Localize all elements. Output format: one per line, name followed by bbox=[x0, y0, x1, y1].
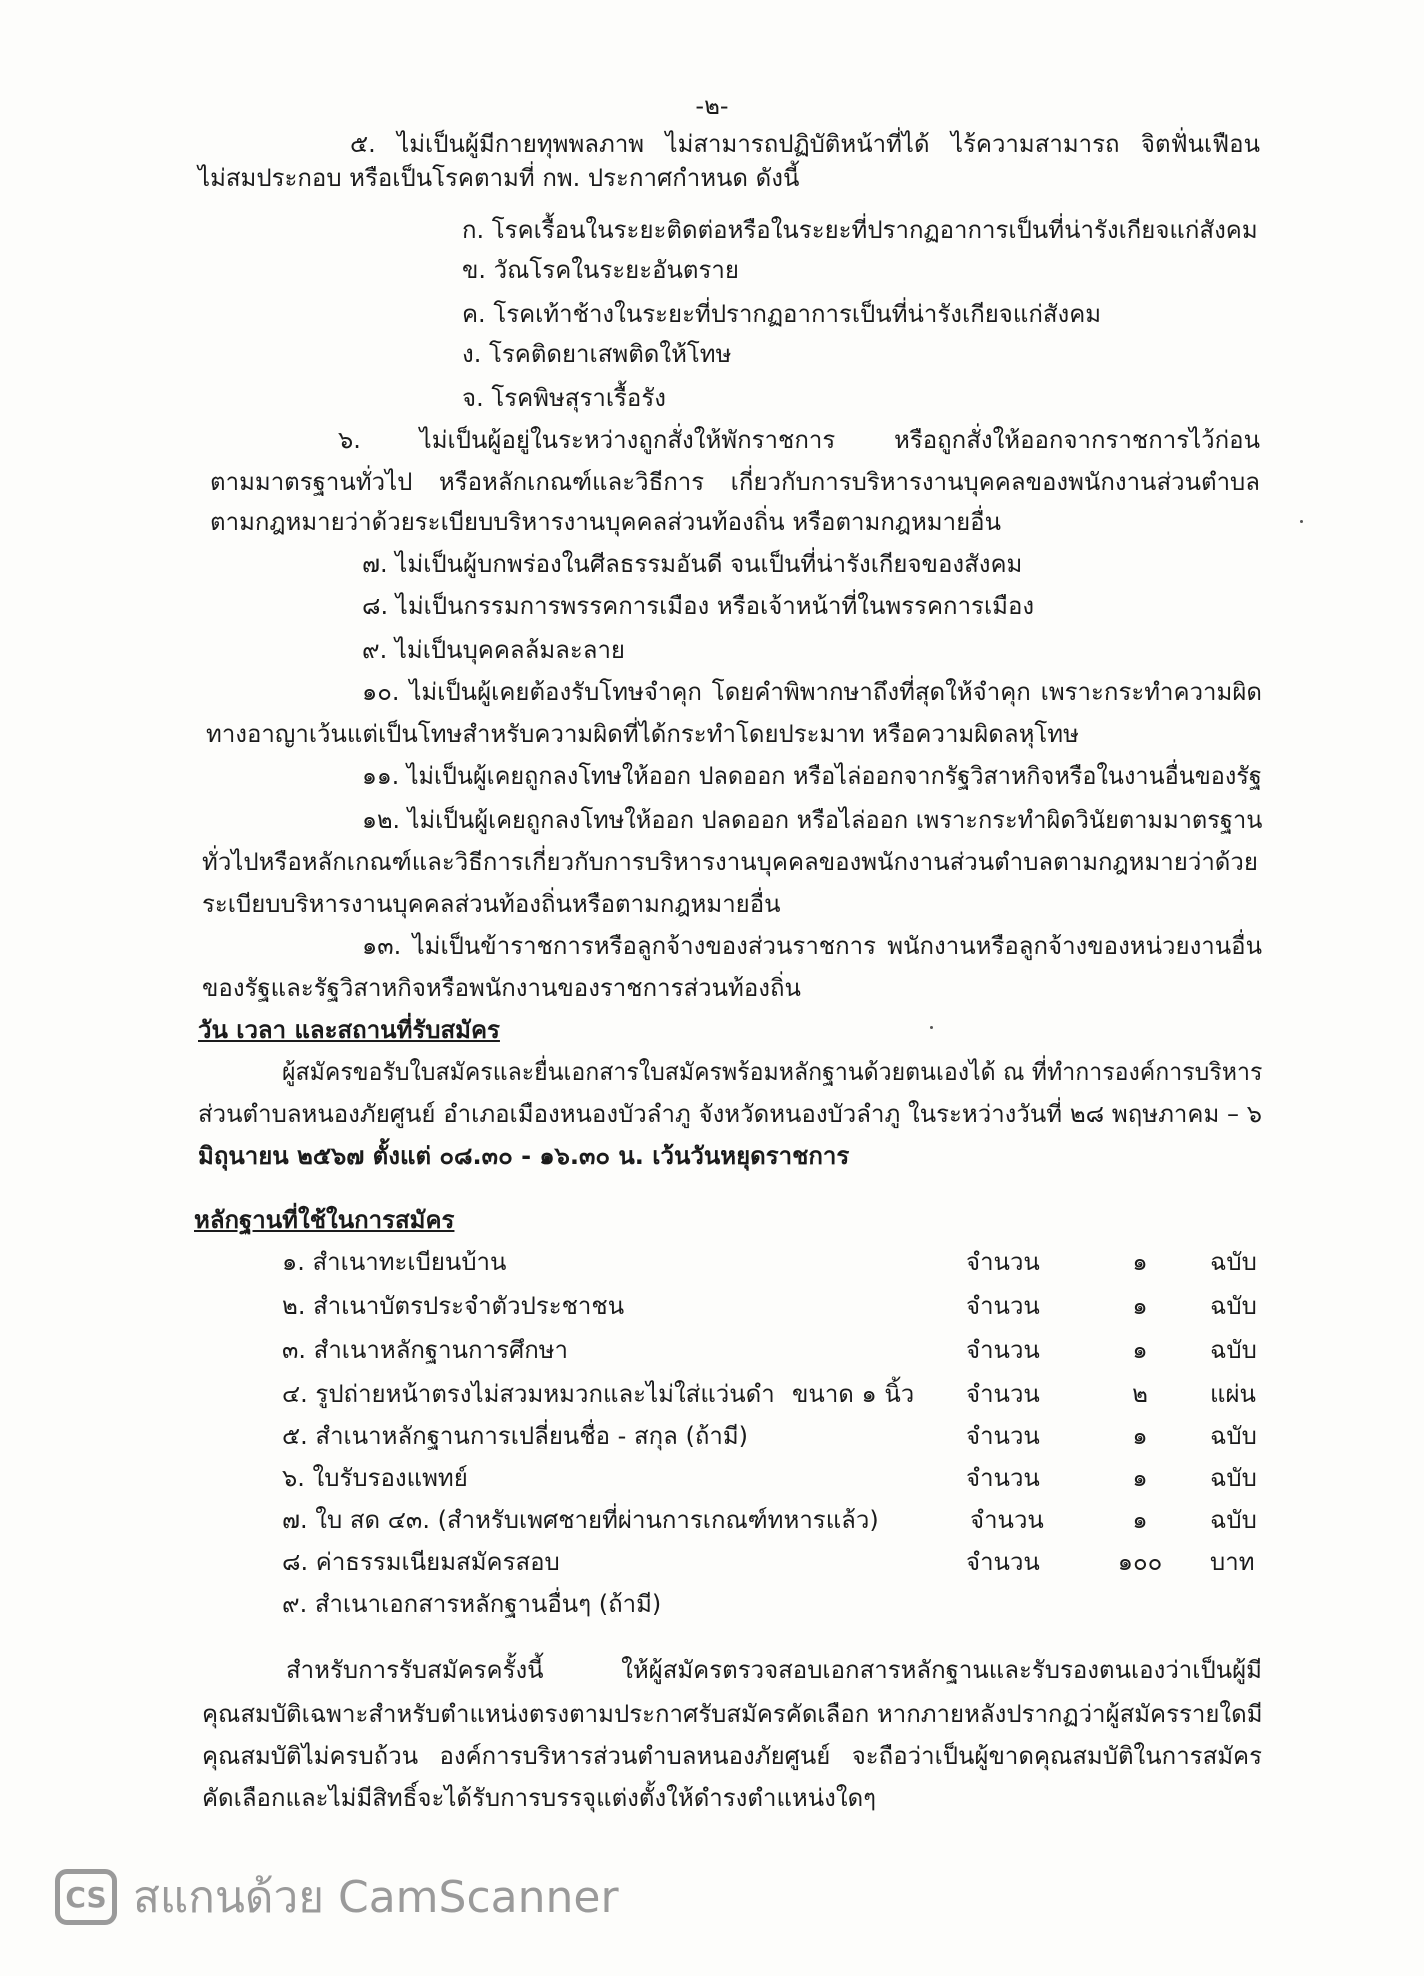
page-number: -๒- bbox=[695, 92, 729, 120]
scan-speck bbox=[930, 1026, 933, 1029]
document-qty: ๑ bbox=[1132, 1248, 1148, 1276]
document-qty-label: จำนวน bbox=[966, 1248, 1040, 1276]
document-qty: ๑ bbox=[1132, 1506, 1148, 1534]
item-11: ๑๑. ไม่เป็นผู้เคยถูกลงโทษให้ออก ปลดออก หรือไล่ออกจากรัฐวิสาหกิจหรือในงานอื่นของรัฐ bbox=[362, 762, 1262, 790]
item-13-line-2: ของรัฐและรัฐวิสาหกิจหรือพนักงานของราชการส่วนท้องถิ่น bbox=[202, 974, 801, 1002]
document-unit: ฉบับ bbox=[1210, 1422, 1257, 1450]
document-qty-label: จำนวน bbox=[966, 1422, 1040, 1450]
document-qty: ๑๐๐ bbox=[1117, 1548, 1163, 1576]
item-9: ๙. ไม่เป็นบุคคลล้มละลาย bbox=[362, 636, 625, 664]
document-qty: ๑ bbox=[1132, 1422, 1148, 1450]
document-qty-label: จำนวน bbox=[966, 1336, 1040, 1364]
apply-line-1: ผู้สมัครขอรับใบสมัครและยื่นเอกสารใบสมัครพร้อมหลักฐานด้วยตนเองได้ ณ ที่ทำการองค์การบริหาร bbox=[282, 1058, 1263, 1086]
camscanner-watermark-text: สแกนด้วย CamScanner bbox=[133, 1872, 619, 1923]
document-unit: บาท bbox=[1210, 1548, 1255, 1576]
document-qty-label: จำนวน bbox=[966, 1464, 1040, 1492]
item-7: ๗. ไม่เป็นผู้บกพร่องในศีลธรรมอันดี จนเป็นที่น่ารังเกียจของสังคม bbox=[362, 550, 1023, 578]
document-name: ๓. สำเนาหลักฐานการศึกษา bbox=[282, 1336, 569, 1364]
apply-line-2: ส่วนตำบลหนองภัยศูนย์ อำเภอเมืองหนองบัวลำภู จังหวัดหนองบัวลำภู ในระหว่างวันที่ ๒๘ พฤษภาคม – ๖ bbox=[198, 1100, 1262, 1128]
disease-b: ข. วัณโรคในระยะอันตราย bbox=[462, 256, 739, 284]
document-unit: แผ่น bbox=[1210, 1380, 1256, 1408]
document-name: ๔. รูปถ่ายหน้าตรงไม่สวมหมวกและไม่ใส่แว่นดำ bbox=[282, 1380, 775, 1408]
closing-line-3: คุณสมบัติไม่ครบถ้วน องค์การบริหารส่วนตำบลหนองภัยศูนย์ จะถือว่าเป็นผู้ขาดคุณสมบัติในการสมัคร bbox=[202, 1742, 1262, 1770]
item-12-line-1: ๑๒. ไม่เป็นผู้เคยถูกลงโทษให้ออก ปลดออก หรือไล่ออก เพราะกระทำผิดวินัยตามมาตรฐาน bbox=[362, 806, 1263, 834]
closing-line-4: คัดเลือกและไม่มีสิทธิ์จะได้รับการบรรจุแต่งตั้งให้ดำรงตำแหน่งใดๆ bbox=[202, 1784, 877, 1812]
camscanner-logo-icon: CS bbox=[55, 1869, 117, 1925]
document-unit: ฉบับ bbox=[1210, 1248, 1257, 1276]
item-10-line-2: ทางอาญาเว้นแต่เป็นโทษสำหรับความผิดที่ได้กระทำโดยประมาท หรือความผิดลหุโทษ bbox=[206, 720, 1079, 748]
document-qty-label: จำนวน bbox=[970, 1506, 1044, 1534]
document-unit: ฉบับ bbox=[1210, 1506, 1257, 1534]
camscanner-watermark bbox=[55, 1862, 619, 1932]
item-12-line-2: ทั่วไปหรือหลักเกณฑ์และวิธีการเกี่ยวกับการบริหารงานบุคคลของพนักงานส่วนตำบลตามกฎหมายว่าด้วย bbox=[202, 848, 1258, 876]
disease-e: จ. โรคพิษสุราเรื้อรัง bbox=[462, 384, 666, 412]
item-8: ๘. ไม่เป็นกรรมการพรรคการเมือง หรือเจ้าหน้าที่ในพรรคการเมือง bbox=[362, 592, 1035, 620]
scan-speck bbox=[1300, 520, 1303, 523]
document-name: ๙. สำเนาเอกสารหลักฐานอื่นๆ (ถ้ามี) bbox=[282, 1590, 662, 1618]
item-5-line-2: ไม่สมประกอบ หรือเป็นโรคตามที่ กพ. ประกาศกำหนด ดังนี้ bbox=[198, 164, 800, 192]
document-name: ๑. สำเนาทะเบียนบ้าน bbox=[282, 1248, 507, 1276]
document-qty: ๑ bbox=[1132, 1292, 1148, 1320]
apply-line-3: มิถุนายน ๒๕๖๗ ตั้งแต่ ๐๘.๓๐ - ๑๖.๓๐ น. เว้นวันหยุดราชการ bbox=[198, 1142, 850, 1170]
document-qty: ๒ bbox=[1132, 1380, 1148, 1408]
item-6-line-3: ตามกฎหมายว่าด้วยระเบียบบริหารงานบุคคลส่วนท้องถิ่น หรือตามกฎหมายอื่น bbox=[210, 508, 1001, 536]
document-unit: ฉบับ bbox=[1210, 1336, 1257, 1364]
document-size: ขนาด ๑ นิ้ว bbox=[792, 1380, 915, 1408]
document-name: ๒. สำเนาบัตรประจำตัวประชาชน bbox=[282, 1292, 625, 1320]
document-name: ๕. สำเนาหลักฐานการเปลี่ยนชื่อ - สกุล (ถ้ามี) bbox=[282, 1422, 749, 1450]
item-5-line-1: ๕. ไม่เป็นผู้มีกายทุพพลภาพ ไม่สามารถปฏิบัติหน้าที่ได้ ไร้ความสามารถ จิตฟั่นเฟือน bbox=[350, 130, 1260, 158]
disease-a: ก. โรคเรื้อนในระยะติดต่อหรือในระยะที่ปรากฏอาการเป็นที่น่ารังเกียจแก่สังคม bbox=[462, 216, 1258, 244]
document-qty-label: จำนวน bbox=[966, 1548, 1040, 1576]
item-12-line-3: ระเบียบบริหารงานบุคคลส่วนท้องถิ่นหรือตามกฎหมายอื่น bbox=[202, 890, 781, 918]
item-6-line-1: ๖. ไม่เป็นผู้อยู่ในระหว่างถูกสั่งให้พักราชการ หรือถูกสั่งให้ออกจากราชการไว้ก่อน bbox=[338, 426, 1260, 454]
closing-line-2: คุณสมบัติเฉพาะสำหรับตำแหน่งตรงตามประกาศรับสมัครคัดเลือก หากภายหลังปรากฏว่าผู้สมัครรายใดมี bbox=[202, 1700, 1263, 1728]
document-qty: ๑ bbox=[1132, 1464, 1148, 1492]
document-qty-label: จำนวน bbox=[966, 1380, 1040, 1408]
item-10-line-1: ๑๐. ไม่เป็นผู้เคยต้องรับโทษจำคุก โดยคำพิพากษาถึงที่สุดให้จำคุก เพราะกระทำความผิด bbox=[362, 678, 1262, 706]
disease-d: ง. โรคติดยาเสพติดให้โทษ bbox=[462, 340, 732, 368]
apply-section-heading: วัน เวลา และสถานที่รับสมัคร bbox=[198, 1016, 500, 1044]
document-unit: ฉบับ bbox=[1210, 1292, 1257, 1320]
item-6-line-2: ตามมาตรฐานทั่วไป หรือหลักเกณฑ์และวิธีการ เกี่ยวกับการบริหารงานบุคคลของพนักงานส่วนตำบล bbox=[210, 468, 1260, 496]
document-qty-label: จำนวน bbox=[966, 1292, 1040, 1320]
document-name: ๘. ค่าธรรมเนียมสมัครสอบ bbox=[282, 1548, 560, 1576]
document-unit: ฉบับ bbox=[1210, 1464, 1257, 1492]
documents-section-heading: หลักฐานที่ใช้ในการสมัคร bbox=[194, 1206, 455, 1234]
item-13-line-1: ๑๓. ไม่เป็นข้าราชการหรือลูกจ้างของส่วนราชการ พนักงานหรือลูกจ้างของหน่วยงานอื่น bbox=[362, 932, 1262, 960]
closing-line-1: สำหรับการรับสมัครครั้งนี้ ให้ผู้สมัครตรวจสอบเอกสารหลักฐานและรับรองตนเองว่าเป็นผู้มี bbox=[286, 1656, 1262, 1684]
document-name: ๗. ใบ สด ๔๓. (สำหรับเพศชายที่ผ่านการเกณฑ์ทหารแล้ว) bbox=[282, 1506, 879, 1534]
document-qty: ๑ bbox=[1132, 1336, 1148, 1364]
disease-c: ค. โรคเท้าช้างในระยะที่ปรากฏอาการเป็นที่น่ารังเกียจแก่สังคม bbox=[462, 300, 1102, 328]
document-name: ๖. ใบรับรองแพทย์ bbox=[282, 1464, 468, 1492]
